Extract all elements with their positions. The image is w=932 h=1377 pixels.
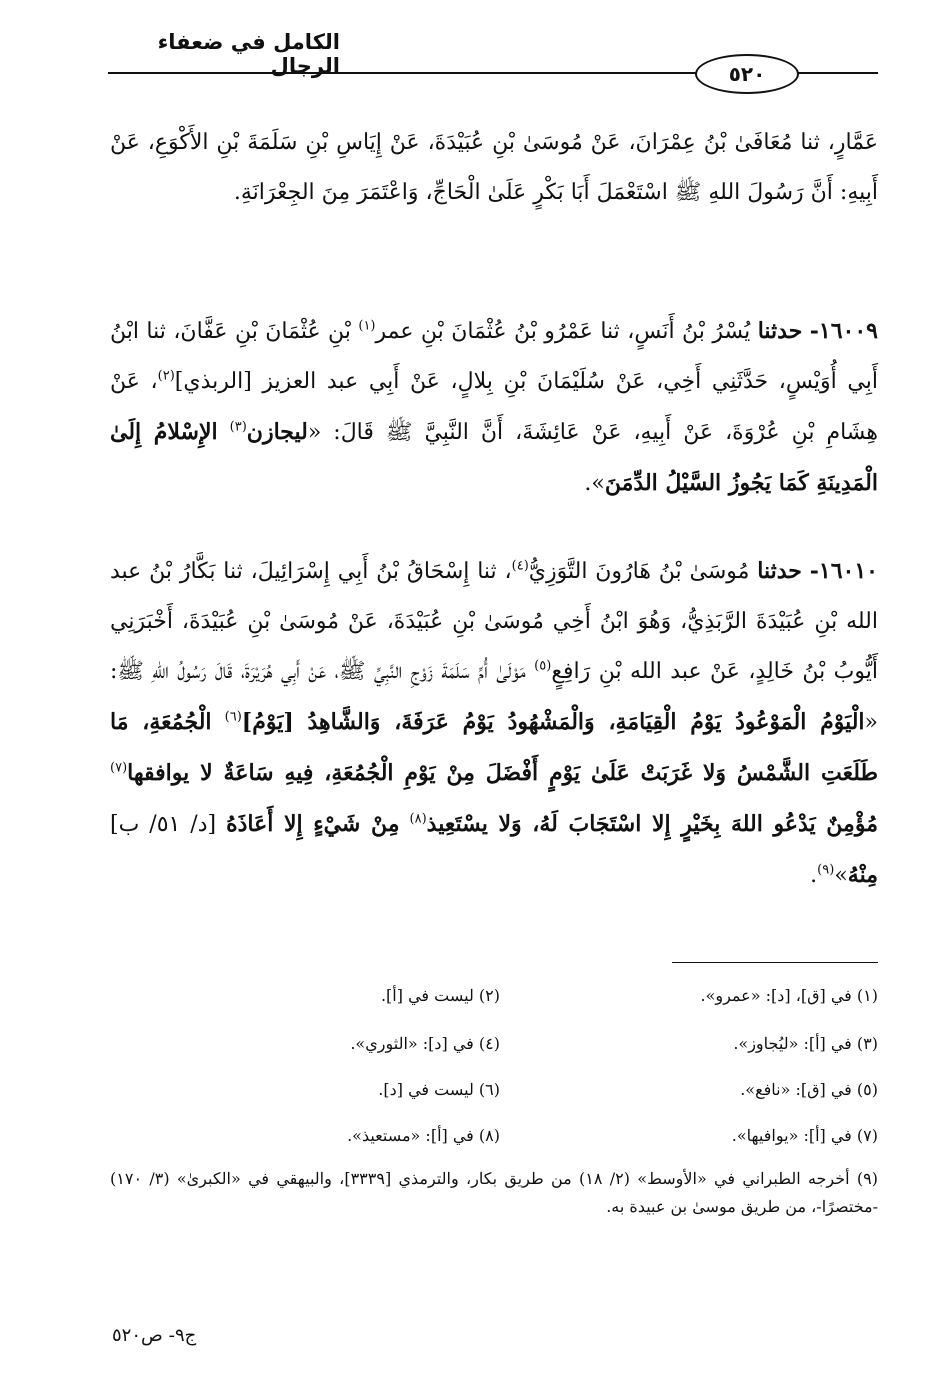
footnote-ref-3[interactable]: (٣) bbox=[229, 419, 247, 435]
running-head-title: الكامل في ضعفاء الرجال bbox=[157, 30, 340, 78]
footnote-ref-2[interactable]: (٢) bbox=[157, 368, 175, 384]
matn-text: الْيَوْمُ الْمَوْعُودُ يَوْمُ الْقِيَامَةِ، وَالْمَشْهُودُ يَوْمُ عَرَفَةَ، وَالشَّاهِدُ [يَوْمُ] bbox=[241, 709, 865, 735]
matn-text: مِنْهُ bbox=[847, 862, 878, 888]
footnote-8: (٨) في [أ]: «مستعيذ». bbox=[347, 1126, 500, 1145]
page-number-badge: ٥٢٠ bbox=[695, 54, 799, 94]
footnote-6: (٦) ليست في [د]. bbox=[378, 1080, 500, 1099]
matn-text: مِنْ شَيْءٍ إِلا أَعَاذَهُ bbox=[226, 811, 400, 837]
isnad-text: يُسْرُ بْنُ أَنَسٍ، ثنا عَمْرُو بْنُ عُثْمَانَ بْنِ عمر bbox=[375, 319, 751, 344]
footnote-ref-6[interactable]: (٦) bbox=[224, 709, 242, 725]
footnote-5: (٥) في [ق]: «نافع». bbox=[740, 1080, 878, 1099]
matn-text: ليجازن bbox=[246, 419, 308, 445]
hadith-lead: حدثنا bbox=[757, 558, 802, 584]
footnote-separator bbox=[672, 962, 878, 963]
footnote-ref-8[interactable]: (٨) bbox=[409, 811, 427, 827]
matn-text: مُؤْمِنٌ يَدْعُو اللهَ بِخَيْرٍ إِلا اسْتَجَابَ لَهُ، وَلا يسْتَعِيذ bbox=[426, 811, 878, 837]
closing-quote: » bbox=[834, 863, 848, 888]
isnad-text: ، عَنْ هِشَامِ بْنِ عُرْوَةَ، عَنْ أَبِيهِ، عَنْ عَائِشَةَ، أَنَّ النَّبِيَّ ﷺ قَالَ: « bbox=[110, 369, 878, 445]
matn-text: الإِسْلامُ إِلَىٰ الْمَدِينَةِ كَمَا يَجُوزُ السَّيْلُ الدِّمَنَ bbox=[110, 419, 878, 496]
manuscript-ref: [د/ ٥١/ ب] bbox=[110, 812, 217, 837]
footnote-3: (٣) في [أ]: «ليُجاوز». bbox=[733, 1034, 878, 1053]
paragraph-continuation bbox=[110, 118, 878, 218]
footnote-ref-5[interactable]: (٥) bbox=[534, 658, 552, 674]
hadith-number: ١٦٠١٠- bbox=[809, 558, 878, 584]
matn-text: الْجُمُعَةِ، مَا طَلَعَتِ الشَّمْسُ وَلا غَرَبَتْ عَلَىٰ يَوْمٍ أَفْضَلَ مِنْ يَوْمِ الْجُمُعَةِ، فِيهِ سَاعَةٌ لا يوافقها bbox=[110, 709, 878, 786]
period: . bbox=[810, 863, 818, 888]
hadith-16010 bbox=[110, 546, 878, 901]
footnote-ref-7[interactable]: (٧) bbox=[110, 760, 128, 776]
footnote-ref-1[interactable]: (١) bbox=[358, 318, 376, 334]
isnad-text: ، ثنا إِسْحَاقُ بْنُ أَبِي إِسْرَائِيلَ، ثنا بَكَّارُ بْنُ عبد الله بْنِ عُبَيْدَةَ الرَّبَذِيُّ، وَهُوَ ابْنُ أَخِي مُوسَىٰ بْنِ عُبَيْدَةَ، عَنْ مُوسَىٰ بْنِ عُبَيْدَةَ، أَخْبَرَنِي أَيُّوبُ بْنُ خَالِدٍ، عَنْ عبد الله بْنِ رَافِعٍ bbox=[110, 559, 878, 684]
hadith-lead: حدثنا bbox=[757, 318, 803, 344]
isnad-text: مَوْلَىٰ أُمِّ سَلَمَةَ زَوْجِ النَّبِيِّ ﷺ، عَنْ أَبِي هُرَيْرَةَ، قَالَ رَسُولُ اللهِ ﷺ: « bbox=[110, 659, 879, 735]
paragraph-text: عَمَّارٍ، ثنا مُعَافَىٰ بْنُ عِمْرَانَ، عَنْ مُوسَىٰ بْنِ عُبَيْدَةَ، عَنْ إِيَاسِ بْنِ سَلَمَةَ بْنِ الأَكْوَعِ، عَنْ أَبِيهِ: أَنَّ رَسُولَ اللهِ ﷺ اسْتَعْمَلَ أَبَا بَكْرٍ عَلَىٰ الْحَاجِّ، وَاعْتَمَرَ مِنَ الجِعْرَانَةِ. bbox=[110, 130, 878, 205]
footnote-1: (١) في [ق]، [د]: «عمرو». bbox=[700, 986, 878, 1005]
hadith-number: ١٦٠٠٩- bbox=[809, 318, 878, 344]
footnote-ref-4[interactable]: (٤) bbox=[511, 558, 529, 574]
page-footer-reference: ج٩- ص٥٢٠ bbox=[112, 1325, 197, 1346]
footnote-7: (٧) في [أ]: «يوافيها». bbox=[731, 1126, 878, 1145]
hadith-16009 bbox=[110, 306, 878, 509]
closing-quote: ». bbox=[584, 471, 605, 496]
footnote-ref-9[interactable]: (٩) bbox=[817, 862, 835, 878]
isnad-text: بْنِ عُثْمَانَ بْنِ عَفَّانَ، ثنا ابْنُ أَبِي أُوَيْسٍ، حَدَّثَنِي أَخِي، عَنْ سُلَيْمَانَ بْنِ بِلالٍ، عَنْ أَبِي عبد العزيز [الربذي] bbox=[110, 319, 879, 394]
footnote-2: (٢) ليست في [أ]. bbox=[380, 986, 500, 1005]
footnote-4: (٤) في [د]: «الثوري». bbox=[350, 1034, 500, 1053]
isnad-text: مُوسَىٰ بْنُ هَارُونَ التَّوَزِيُّ bbox=[528, 559, 750, 584]
footnote-9: (٩) أخرجه الطبراني في «الأوسط» (٢/ ١٨) من طريق بكار، والترمذي [٣٣٣٩]، والبيهقي في «الكبرىٰ» (٣/ ١٧٠) -مختصرًا-، من طريق موسىٰ بن عبيدة به. bbox=[110, 1169, 878, 1216]
